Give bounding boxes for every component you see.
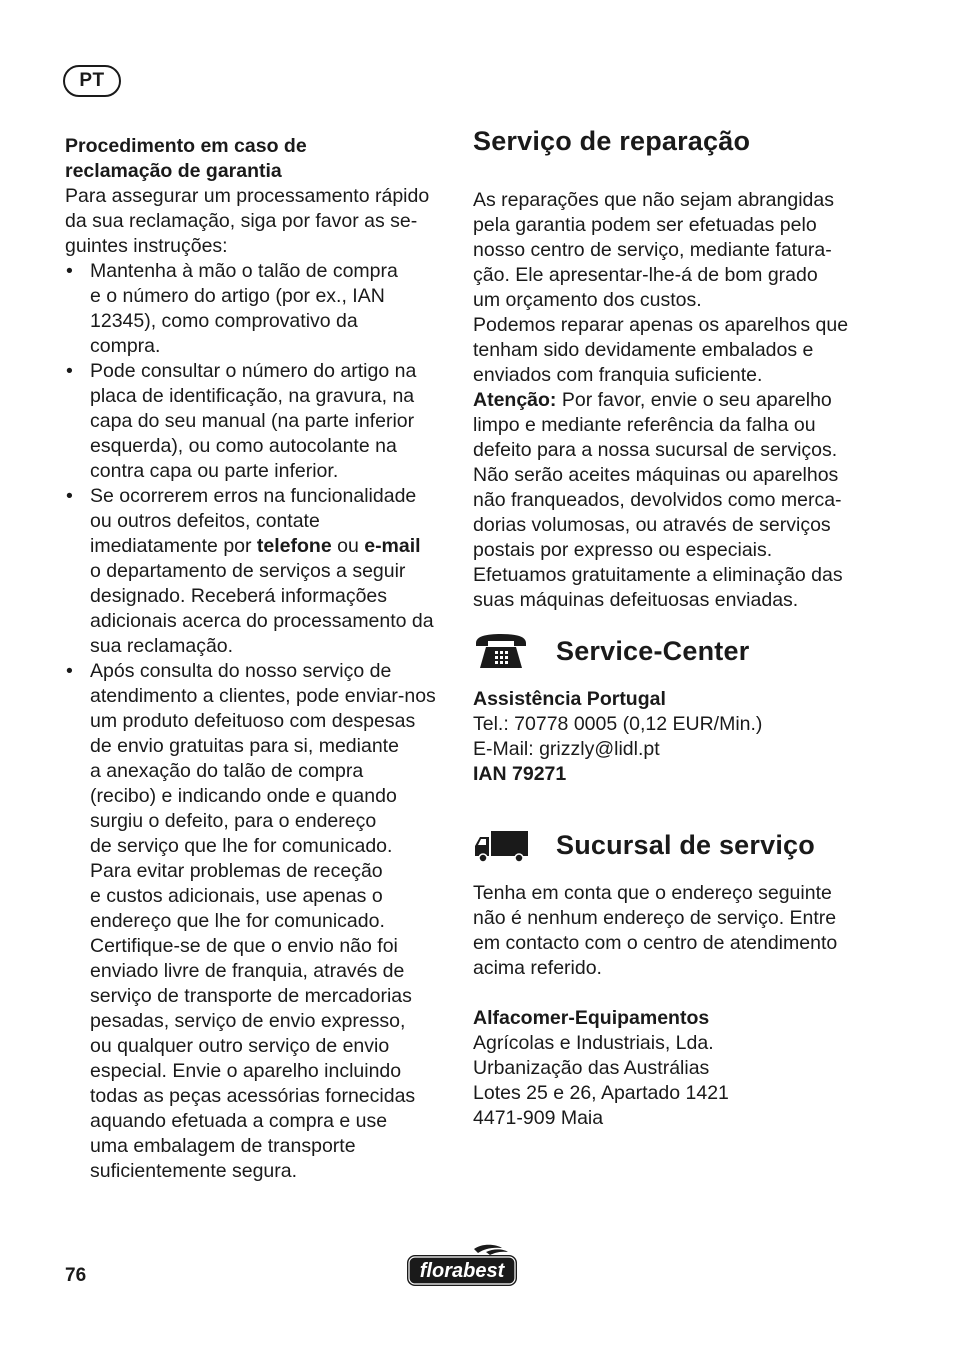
page-number: 76: [65, 1265, 87, 1286]
text-line: e custos adicionais, use apenas o: [90, 885, 383, 907]
text-line: designado. Receberá informações: [90, 585, 388, 607]
text-line: Efetuamos gratuitamente a eliminação das: [473, 564, 843, 586]
text-line: dorias volumosas, ou através de serviços: [473, 514, 831, 536]
service-center-title: Service-Center: [556, 636, 750, 666]
service-branch-heading: [473, 825, 863, 865]
warranty-claim-column: [65, 134, 450, 1184]
text-line: um orçamento dos custos.: [473, 289, 702, 311]
text-line: [90, 534, 450, 559]
text-line: As reparações que não sejam abrangidas: [473, 189, 834, 211]
text-line: ção. Ele apresentar-lhe-á de bom grado: [473, 264, 818, 286]
text-line: especial. Envie o aparelho incluindo: [90, 1060, 402, 1082]
attention-label: Atenção:: [473, 389, 557, 411]
attention-paragraph: [473, 388, 863, 613]
text-line: placa de identificação, na gravura, na: [90, 385, 415, 407]
text-line: uma embalagem de transporte: [90, 1135, 356, 1157]
warranty-claim-title-1: Procedimento em caso de: [65, 135, 307, 157]
text-line: pela garantia podem ser efetuadas pelo: [473, 214, 817, 236]
text-line: enviado livre de franquia, através de: [90, 960, 405, 982]
email-emphasis: e-mail: [364, 535, 421, 557]
instruction-contact: [65, 484, 450, 659]
telephone-icon: [473, 631, 529, 671]
text-line: suficientemente segura.: [90, 1160, 298, 1182]
instruction-article-number: [65, 359, 450, 484]
text-line: Para evitar problemas de receção: [90, 860, 383, 882]
address-line: 4471-909 Maia: [473, 1107, 604, 1129]
text-line: postais por expresso ou especiais.: [473, 539, 773, 561]
text-line: ou outros defeitos, contate: [90, 510, 320, 532]
service-center-heading: [473, 631, 863, 671]
text-line: ou qualquer outro serviço de envio: [90, 1035, 390, 1057]
text-line: não é nenhum endereço de serviço. Entre: [473, 907, 837, 929]
phone-emphasis: telefone: [256, 535, 332, 557]
florabest-logo: [404, 1243, 520, 1289]
text-line: (recibo) e indicando onde e quando: [90, 785, 397, 807]
text-line: a anexação do talão de compra: [90, 760, 364, 782]
text-line: esquerda), ou como autocolante na: [90, 435, 397, 457]
text-line: enviados com franquia suficiente.: [473, 364, 763, 386]
address-line: Agrícolas e Industriais, Lda.: [473, 1032, 714, 1054]
text-line: tenham sido devidamente embalados e: [473, 339, 814, 361]
text-line: acima referido.: [473, 957, 602, 979]
text-line: suas máquinas defeituosas enviadas.: [473, 589, 799, 611]
service-branch-title: Sucursal de serviço: [556, 830, 815, 860]
text-line: serviço de transporte de mercadorias: [90, 985, 412, 1007]
service-column: [473, 124, 863, 1131]
text-line: pesadas, serviço de envio expresso,: [90, 1010, 406, 1032]
text-line: em contacto com o centro de atendimento: [473, 932, 838, 954]
service-branch-note: [473, 881, 863, 981]
repair-paragraph-1: [473, 188, 863, 313]
text-line: não franqueados, devolvidos como merca-: [473, 489, 842, 511]
text-line: Tenha em conta que o endereço seguinte: [473, 882, 832, 904]
text-line: de serviço que lhe for comunicado.: [90, 835, 393, 857]
language-badge: PT: [63, 65, 121, 97]
text-line: Podemos reparar apenas os aparelhos que: [473, 314, 849, 336]
instruction-receipt: [65, 259, 450, 359]
text-line: sua reclamação.: [90, 635, 234, 657]
text-line: Certifique-se de que o envio não foi: [90, 935, 398, 957]
text-line: capa do seu manual (na parte inferior: [90, 410, 415, 432]
instruction-shipping: [65, 659, 450, 1184]
company-name: Alfacomer-Equipamentos: [473, 1007, 710, 1029]
text-line: • Após consulta do nosso serviço de: [90, 660, 392, 682]
address-line: Lotes 25 e 26, Apartado 1421: [473, 1082, 729, 1104]
warranty-claim-title-2: reclamação de garantia: [65, 160, 282, 182]
text-fragment: ou: [331, 535, 365, 557]
text-line: e o número do artigo (por ex., IAN: [90, 285, 385, 307]
text-line: todas as peças acessórias fornecidas: [90, 1085, 416, 1107]
intro-line: Para assegurar um processamento rápido: [65, 185, 430, 207]
text-line: Não serão aceites máquinas ou aparelhos: [473, 464, 839, 486]
truck-icon: [473, 825, 529, 865]
text-line: • Se ocorrerem erros na funcionalidade: [90, 485, 417, 507]
text-line: defeito para a nossa sucursal de serviços.: [473, 439, 838, 461]
text-line: aquando efetuada a compra e use: [90, 1110, 388, 1132]
text-line: de envio gratuitas para si, mediante: [90, 735, 399, 757]
email-address: E-Mail: grizzly@lidl.pt: [473, 738, 660, 760]
ian-number: IAN 79271: [473, 763, 567, 785]
text-line: compra.: [90, 335, 161, 357]
instruction-list: [65, 259, 450, 1184]
text-line: um produto defeituoso com despesas: [90, 710, 416, 732]
text-line: o departamento de serviços a seguir: [90, 560, 406, 582]
text-fragment: Por favor, envie o seu aparelho: [556, 389, 832, 411]
text-line: atendimento a clientes, pode enviar-nos: [90, 685, 436, 707]
logo-wordmark: florabest: [419, 1260, 505, 1282]
text-line: adicionais acerca do processamento da: [90, 610, 434, 632]
text-line: surgiu o defeito, para o endereço: [90, 810, 377, 832]
assistance-country: Assistência Portugal: [473, 688, 666, 710]
repair-paragraph-2: [473, 313, 863, 388]
text-line: 12345), como comprovativo da: [90, 310, 358, 332]
text-fragment: imediatamente por: [90, 535, 257, 557]
text-line: contra capa ou parte inferior.: [90, 460, 339, 482]
repair-service-title: Serviço de reparação: [473, 126, 751, 156]
text-line: [473, 388, 863, 413]
text-line: limpo e mediante referência da falha ou: [473, 414, 816, 436]
text-line: • Mantenha à mão o talão de compra: [90, 260, 398, 282]
text-line: • Pode consultar o número do artigo na: [90, 360, 417, 382]
intro-line: da sua reclamação, siga por favor as se-: [65, 210, 418, 232]
address-line: Urbanização das Austrálias: [473, 1057, 710, 1079]
phone-number: Tel.: 70778 0005 (0,12 EUR/Min.): [473, 713, 763, 735]
service-branch-address: [473, 1006, 863, 1131]
text-line: endereço que lhe for comunicado.: [90, 910, 385, 932]
service-center-contact: [473, 687, 863, 787]
text-line: nosso centro de serviço, mediante fatura-: [473, 239, 832, 261]
intro-line: guintes instruções:: [65, 235, 228, 257]
